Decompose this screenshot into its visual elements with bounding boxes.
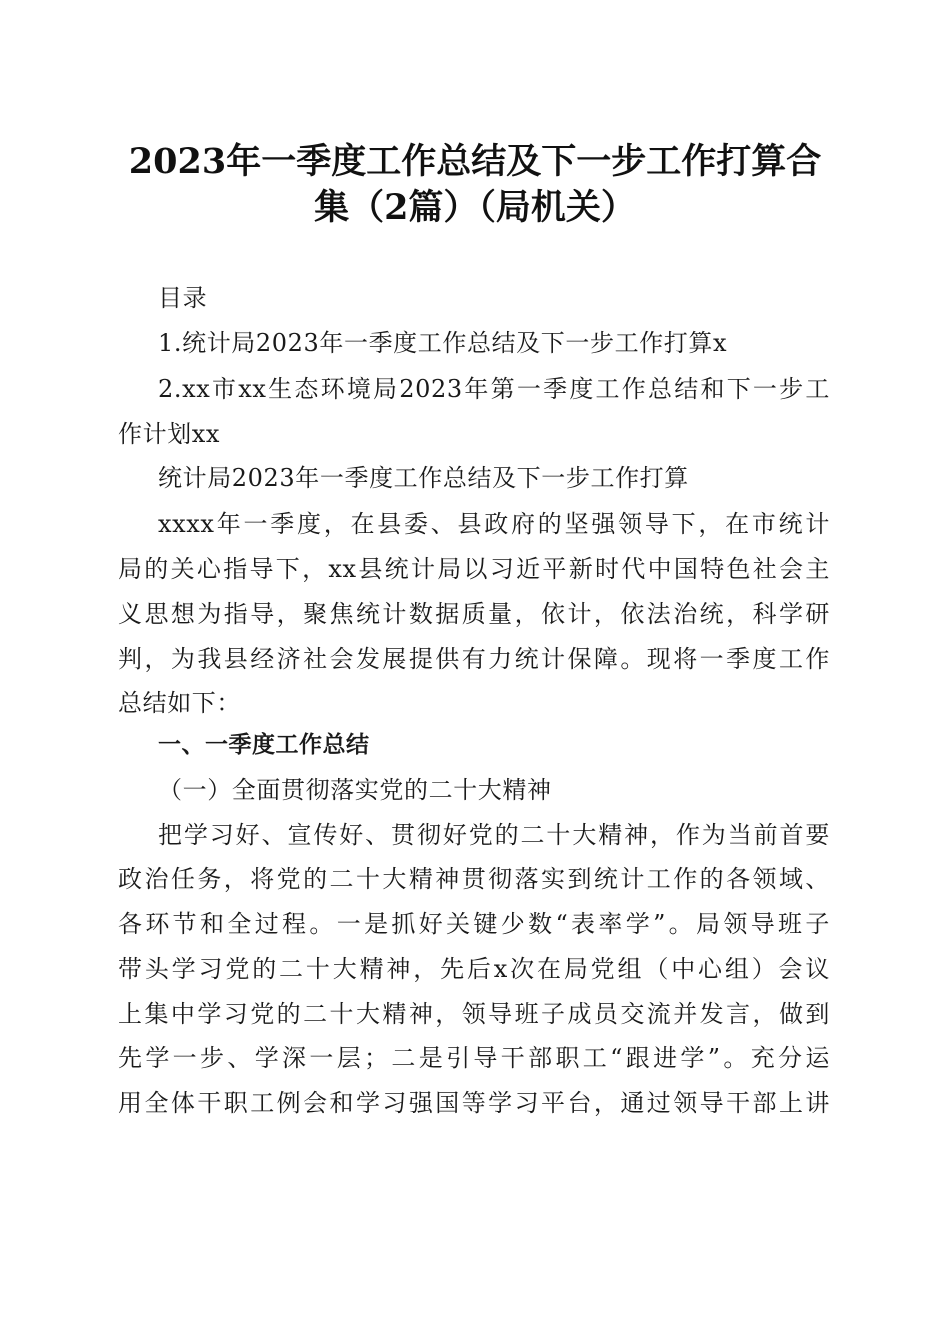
body-line: 先学一步、学深一层；二是引导干部职工“跟进学”。充分运 bbox=[118, 1044, 830, 1072]
intro-line: 义思想为指导，聚焦统计数据质量，依计，依法治统，科学研 bbox=[118, 600, 830, 628]
body-line: 上集中学习党的二十大精神，领导班子成员交流并发言，做到 bbox=[118, 1000, 830, 1028]
body-line: 把学习好、宣传好、贯彻好党的二十大精神，作为当前首要 bbox=[158, 821, 830, 849]
document-title-line-2: 集（2篇）（局机关） bbox=[314, 187, 636, 228]
toc-item-2-line-2: 作计划xx bbox=[118, 420, 221, 448]
subsection-heading: （一）全面贯彻落实党的二十大精神 bbox=[158, 776, 552, 804]
intro-line: xxxx年一季度，在县委、县政府的坚强领导下，在市统计 bbox=[158, 510, 830, 538]
section-heading: 一、一季度工作总结 bbox=[158, 732, 370, 758]
toc-label: 目录 bbox=[158, 284, 208, 312]
intro-line: 局的关心指导下，xx县统计局以习近平新时代中国特色社会主 bbox=[118, 555, 830, 583]
document-title-line-1: 2023年一季度工作总结及下一步工作打算合 bbox=[128, 141, 822, 182]
intro-line: 总结如下： bbox=[118, 689, 241, 717]
body-line: 带头学习党的二十大精神，先后x次在局党组（中心组）会议 bbox=[118, 955, 830, 983]
article-title: 统计局2023年一季度工作总结及下一步工作打算 bbox=[158, 464, 689, 492]
body-line: 各环节和全过程。一是抓好关键少数“表率学”。局领导班子 bbox=[118, 910, 830, 938]
toc-item-1: 1.统计局2023年一季度工作总结及下一步工作打算x bbox=[158, 329, 728, 357]
body-line: 用全体干职工例会和学习强国等学习平台，通过领导干部上讲 bbox=[118, 1089, 830, 1117]
toc-item-2-line-1: 2.xx市xx生态环境局2023年第一季度工作总结和下一步工 bbox=[158, 375, 830, 403]
body-line: 政治任务，将党的二十大精神贯彻落实到统计工作的各领域、 bbox=[118, 865, 830, 893]
intro-line: 判，为我县经济社会发展提供有力统计保障。现将一季度工作 bbox=[118, 645, 830, 673]
